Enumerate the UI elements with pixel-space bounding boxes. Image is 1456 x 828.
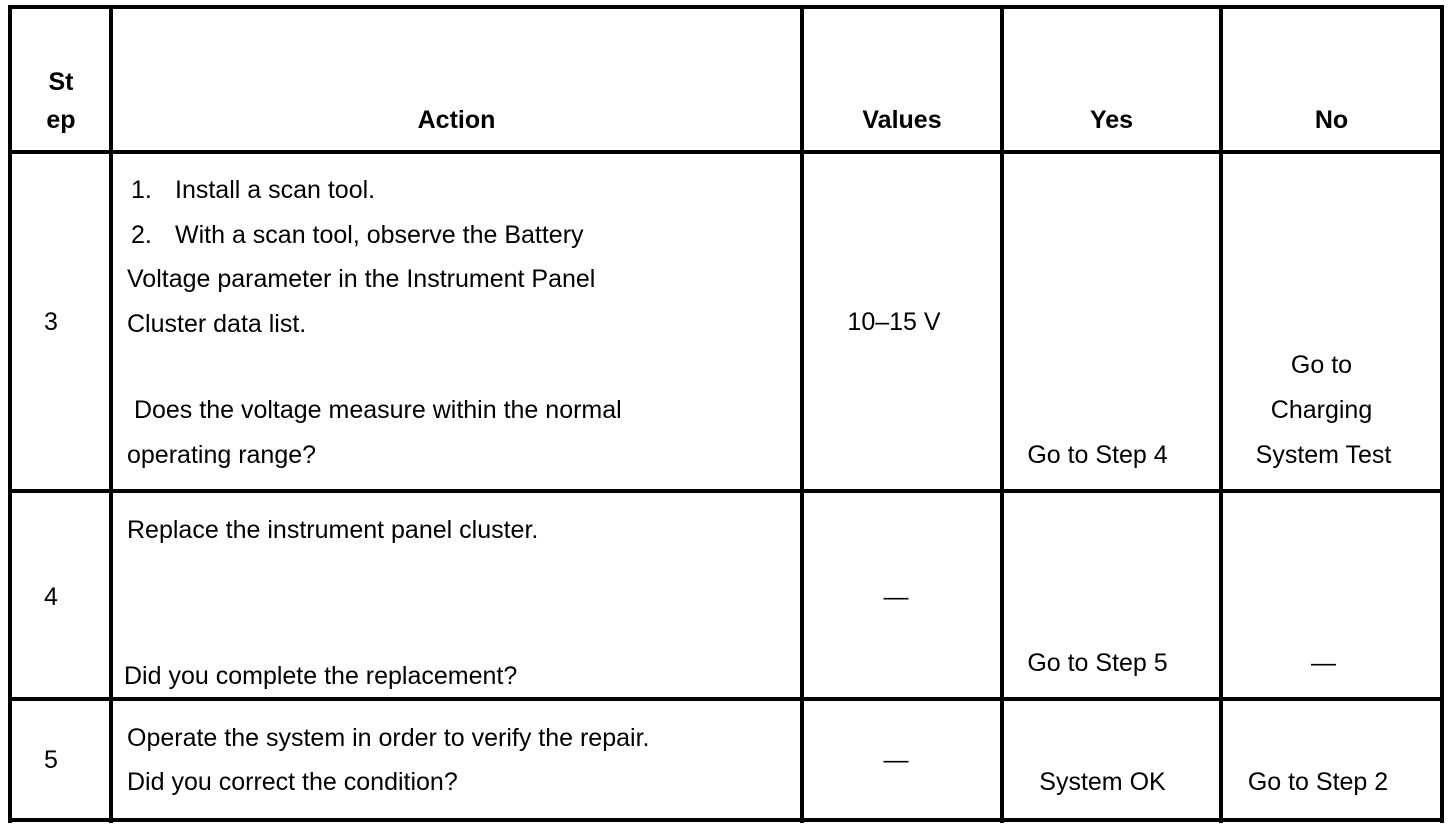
values-cell: —	[883, 746, 909, 774]
action-text: Cluster data list.	[127, 310, 307, 338]
header-step-line2: ep	[46, 106, 76, 134]
header-values: Values	[862, 106, 942, 134]
row-divider-3	[8, 489, 1444, 493]
no-cell: System Test	[1255, 441, 1392, 469]
table-border-bottom	[8, 818, 1444, 822]
action-text: Voltage parameter in the Instrument Panel	[127, 265, 596, 293]
action-question: Did you correct the condition?	[127, 768, 458, 796]
header-yes: Yes	[1089, 106, 1134, 134]
values-cell: 10–15 V	[847, 308, 941, 336]
list-item-number: 1.	[131, 176, 152, 204]
no-cell: Go to Step 2	[1247, 768, 1389, 796]
row-divider-header	[8, 150, 1444, 154]
no-cell: Go to	[1290, 351, 1353, 379]
action-text: Replace the instrument panel cluster.	[127, 516, 539, 544]
header-no: No	[1314, 106, 1349, 134]
header-action: Action	[417, 106, 496, 134]
list-item-number: 2.	[131, 221, 152, 249]
action-question: Does the voltage measure within the normal	[127, 396, 622, 424]
yes-cell: Go to Step 5	[1027, 649, 1168, 677]
action-question: operating range?	[127, 441, 317, 469]
row-divider-4	[8, 697, 1444, 701]
step-number: 4	[44, 583, 58, 611]
values-cell: —	[883, 583, 909, 611]
action-text: With a scan tool, observe the Battery	[175, 221, 584, 249]
table-border-top	[8, 5, 1444, 9]
yes-cell: Go to Step 4	[1027, 441, 1168, 469]
header-step-line1: St	[48, 68, 74, 96]
step-number: 3	[44, 308, 58, 336]
action-text: Operate the system in order to verify the repair.	[127, 724, 650, 752]
action-question: Did you complete the replacement?	[124, 662, 518, 690]
yes-cell: System OK	[1039, 768, 1166, 796]
action-text: Install a scan tool.	[175, 176, 376, 204]
no-cell: —	[1311, 649, 1336, 677]
no-cell: Charging	[1270, 396, 1373, 424]
step-number: 5	[44, 746, 58, 774]
